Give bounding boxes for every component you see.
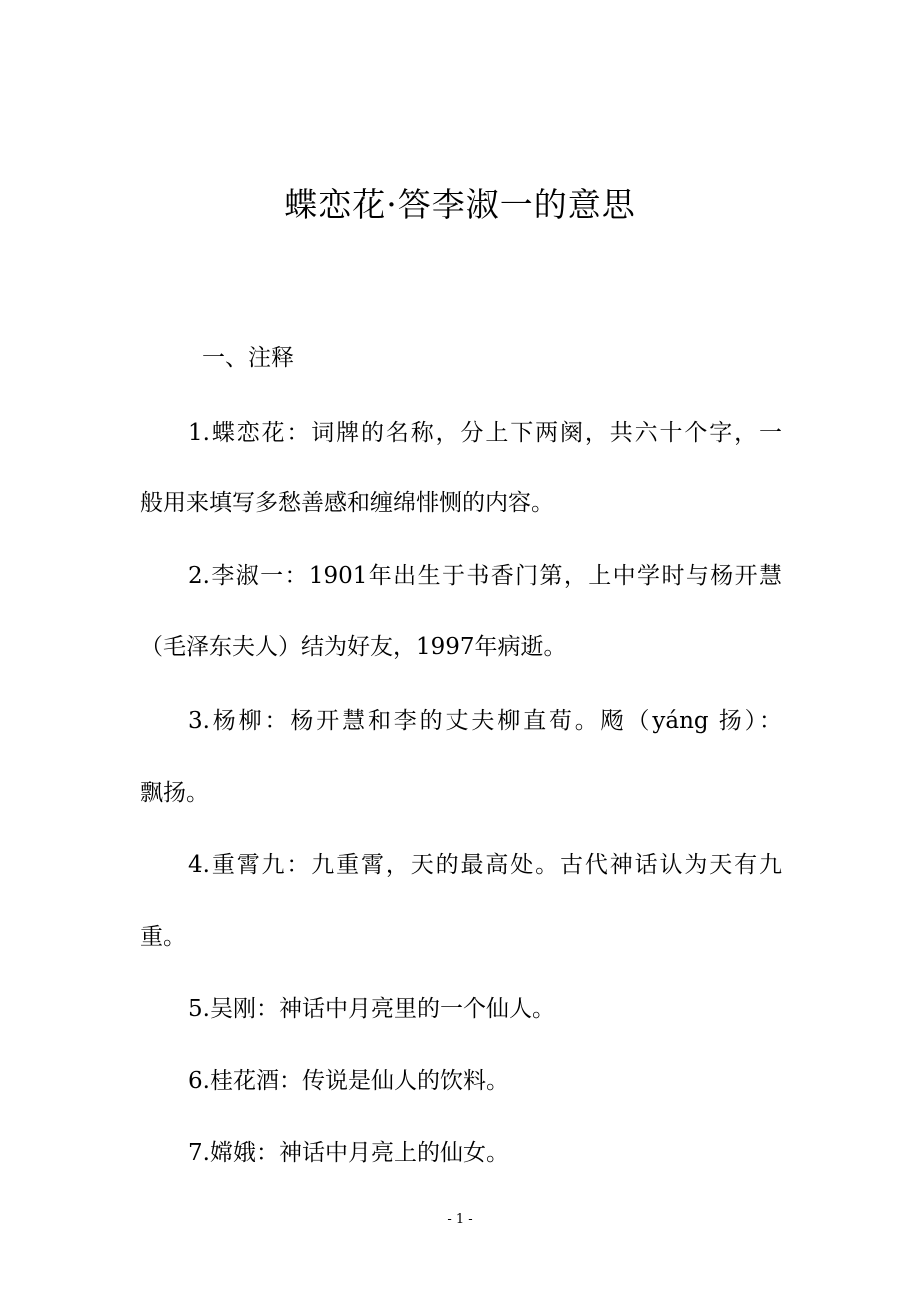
note-line: （毛泽东夫人）结为好友，1997年病逝。 bbox=[140, 634, 567, 660]
section-heading: 一、注释 bbox=[202, 345, 294, 371]
note-line: 3.杨柳：杨开慧和李的丈夫柳直荀。飏（yáng 扬）： bbox=[188, 708, 782, 734]
note-line: 飘扬。 bbox=[140, 780, 209, 806]
note-line: 重。 bbox=[140, 924, 186, 950]
page-number: - 1 - bbox=[447, 1212, 473, 1227]
document-title: 蝶恋花·答李淑一的意思 bbox=[284, 185, 636, 224]
note-line: 4.重霄九：九重霄，天的最高处。古代神话认为天有九 bbox=[188, 852, 782, 878]
note-line: 2.李淑一：1901年出生于书香门第，上中学时与杨开慧 bbox=[188, 563, 782, 589]
note-line: 5.吴刚：神话中月亮里的一个仙人。 bbox=[188, 996, 555, 1022]
note-line: 1.蝶恋花：词牌的名称，分上下两阕，共六十个字，一 bbox=[188, 420, 782, 446]
note-line: 7.嫦娥：神话中月亮上的仙女。 bbox=[188, 1140, 509, 1166]
note-line: 般用来填写多愁善感和缠绵悱恻的内容。 bbox=[140, 490, 554, 516]
note-line: 6.桂花酒：传说是仙人的饮料。 bbox=[188, 1068, 509, 1094]
